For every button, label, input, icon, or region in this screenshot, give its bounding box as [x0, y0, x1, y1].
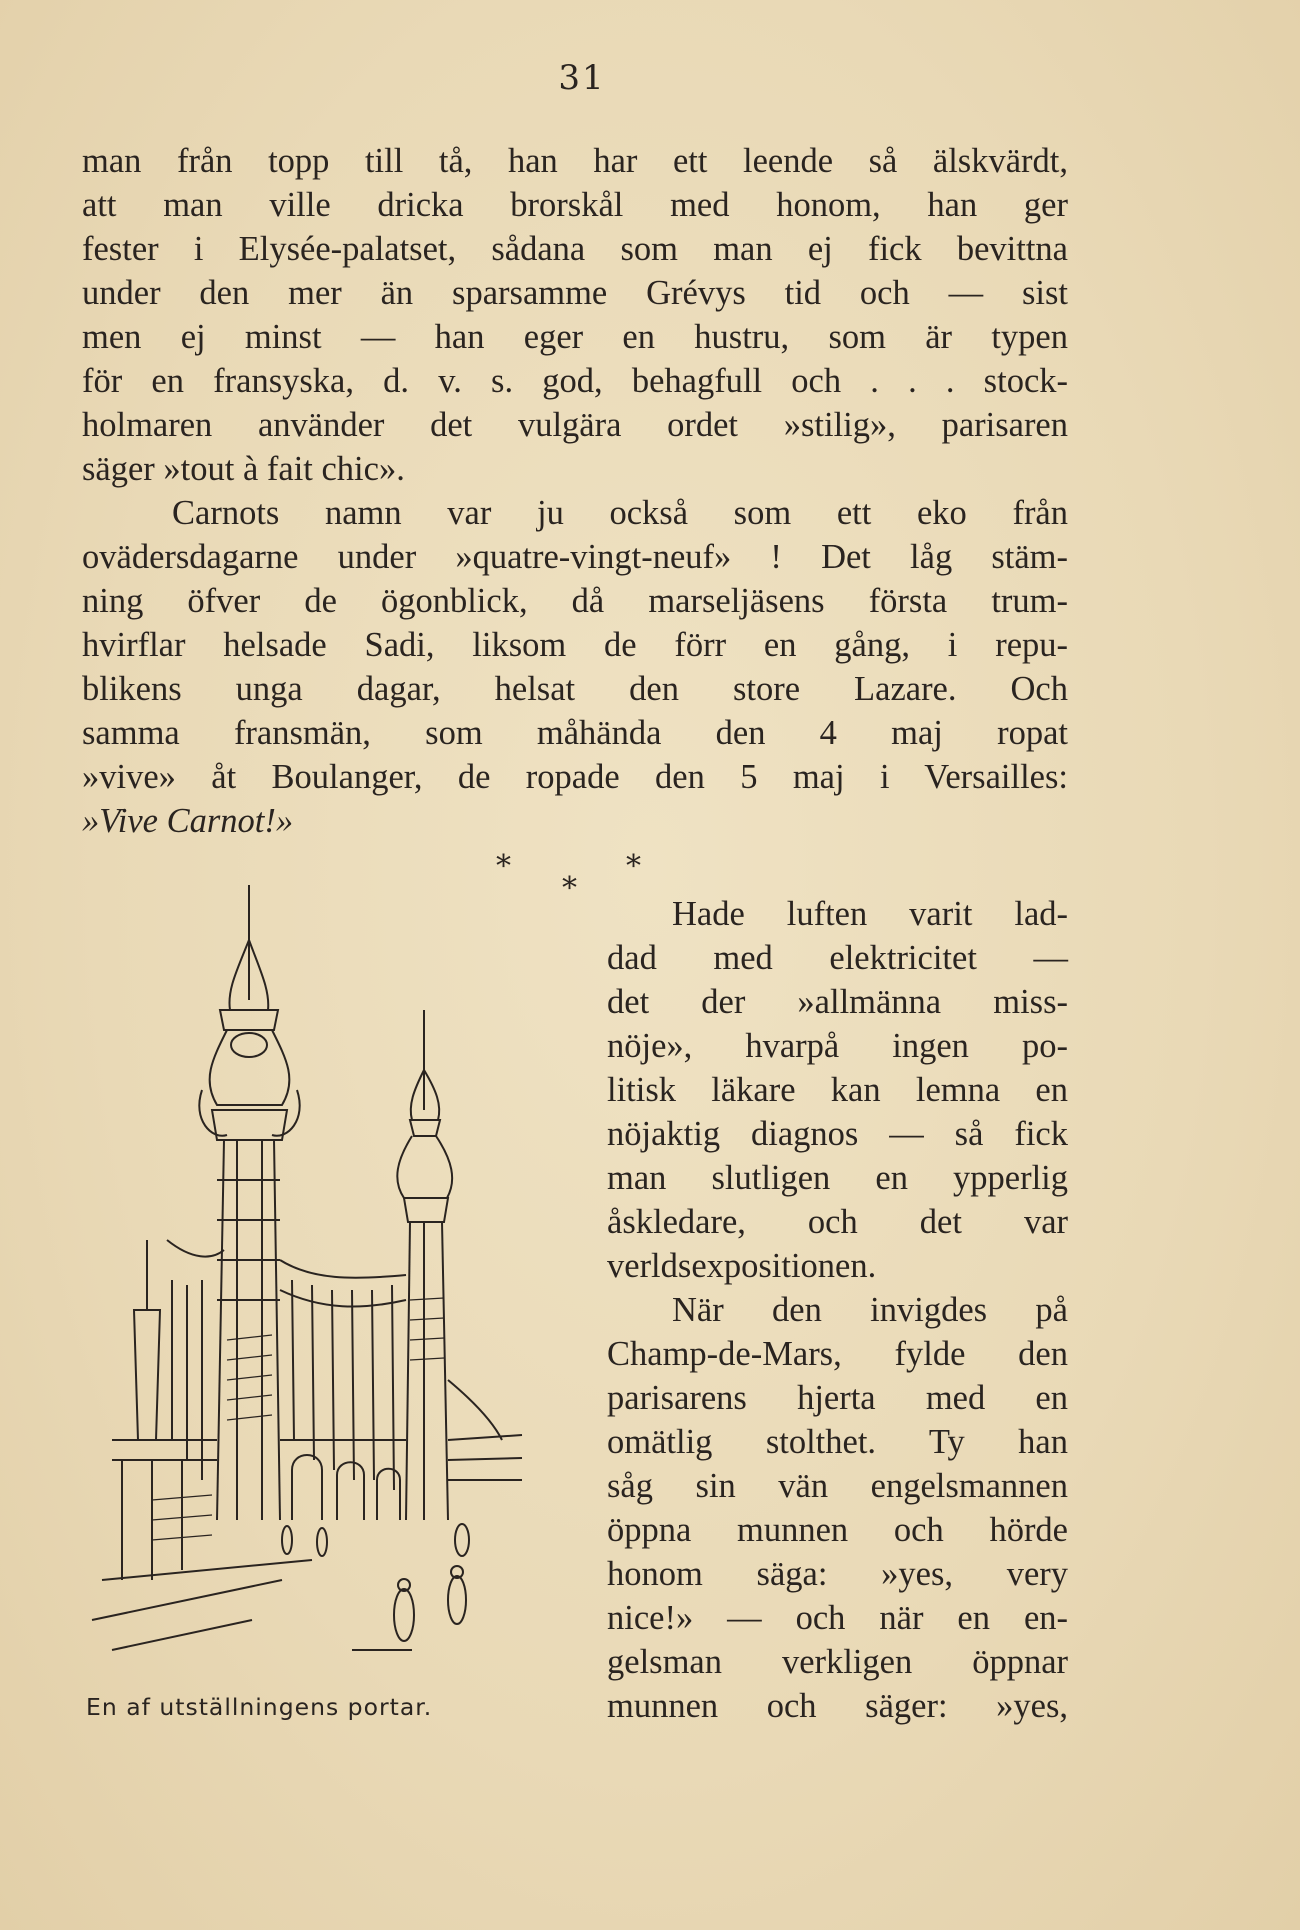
column-line: öppna munnen och hörde: [607, 1511, 1068, 1549]
gateway-illustration: [52, 880, 572, 1685]
column-line: nice!» — och när en en-: [607, 1599, 1068, 1637]
text-line: under den mer än sparsamme Grévys tid och — sist: [82, 274, 1068, 312]
text-line: »vive» åt Boulanger, de ropade den 5 maj i Versailles:: [82, 758, 1068, 796]
text-line: blikens unga dagar, helsat den store Lazare. Och: [82, 670, 1068, 708]
text-line: Carnots namn var ju också som ett eko från: [172, 494, 1068, 532]
text-line: »Vive Carnot!»: [82, 802, 294, 840]
column-line: honom säga: »yes, very: [607, 1555, 1068, 1593]
column-line: munnen och säger: »yes,: [607, 1687, 1068, 1725]
text-line: man från topp till tå, han har ett leende så älskvärdt,: [82, 142, 1068, 180]
illustration-caption: En af utställningens portar.: [86, 1693, 433, 1721]
column-line: nöjaktig diagnos — så fick: [607, 1115, 1068, 1153]
column-line: man slutligen en ypperlig: [607, 1159, 1068, 1197]
column-line: nöje», hvarpå ingen po-: [607, 1027, 1068, 1065]
column-line: gelsman verkligen öppnar: [607, 1643, 1068, 1681]
column-line: såg sin vän engelsmannen: [607, 1467, 1068, 1505]
text-line: hvirflar helsade Sadi, liksom de förr en gång, i repu-: [82, 626, 1068, 664]
column-line: verldsexpositionen.: [607, 1247, 877, 1285]
text-line: för en fransyska, d. v. s. god, behagfull och . . . stock-: [82, 362, 1068, 400]
column-line: åskledare, och det var: [607, 1203, 1068, 1241]
column-line: Champ-de-Mars, fylde den: [607, 1335, 1068, 1373]
separator-star: *: [626, 849, 641, 884]
text-line: holmaren använder det vulgära ordet »stilig», parisaren: [82, 406, 1068, 444]
text-line: samma fransmän, som måhända den 4 maj ropat: [82, 714, 1068, 752]
text-line: men ej minst — han eger en hustru, som är typen: [82, 318, 1068, 356]
column-line: Hade luften varit lad-: [672, 895, 1068, 933]
column-line: det der »allmänna miss-: [607, 983, 1068, 1021]
text-line: att man ville dricka brorskål med honom, han ger: [82, 186, 1068, 224]
column-line: litisk läkare kan lemna en: [607, 1071, 1068, 1109]
text-line: ovädersdagarne under »quatre-vingt-neuf» ! Det låg stäm-: [82, 538, 1068, 576]
separator-star: *: [496, 849, 511, 884]
text-line: ning öfver de ögonblick, då marseljäsens första trum-: [82, 582, 1068, 620]
column-line: omätlig stolthet. Ty han: [607, 1423, 1068, 1461]
separator-star: *: [562, 871, 577, 906]
page-number: 31: [558, 58, 606, 98]
column-line: När den invigdes på: [672, 1291, 1068, 1329]
column-line: parisarens hjerta med en: [607, 1379, 1068, 1417]
text-line: säger »tout à fait chic».: [82, 450, 405, 488]
column-line: dad med elektricitet —: [607, 939, 1068, 977]
text-line: fester i Elysée-palatset, sådana som man ej fick bevittna: [82, 230, 1068, 268]
